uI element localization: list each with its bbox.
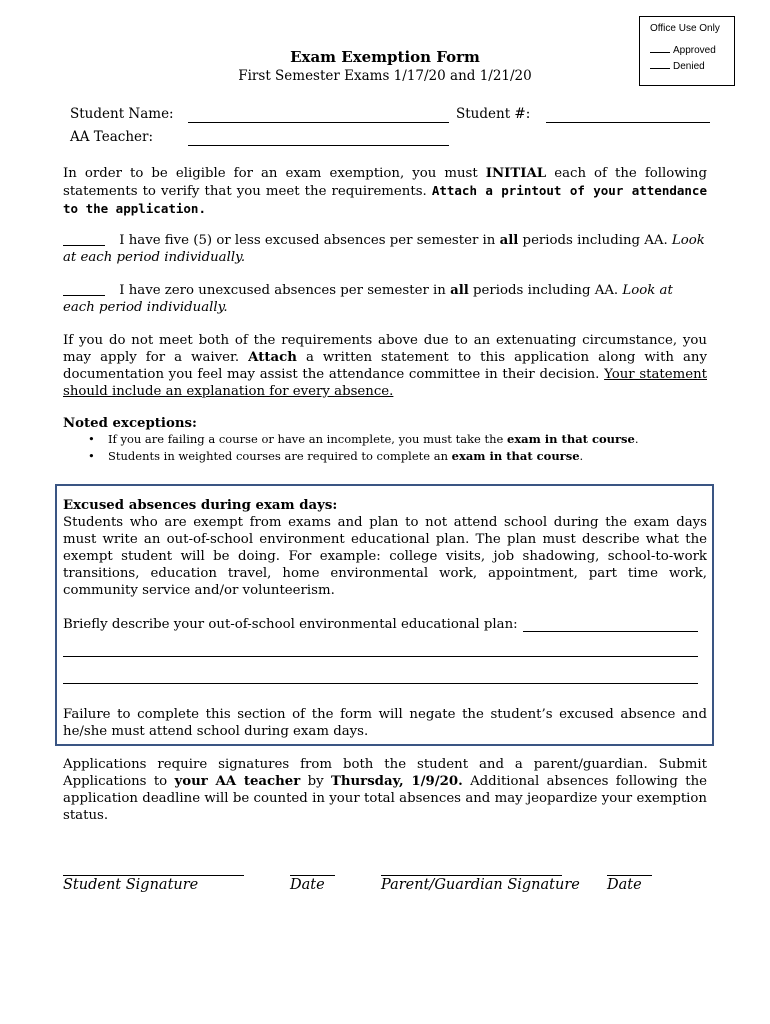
date-label-1: Date [290,877,325,893]
statement-2-text-2: periods including AA. [468,283,623,298]
exception-2-bold: exam in that course [451,449,580,463]
exception-2-end: . [579,449,584,463]
page-subtitle: First Semester Exams 1/17/20 and 1/21/20 [238,68,532,84]
excused-body: Students who are exempt from exams and plan to not attend school during the exam days must write an out-of-school environment educational plan. The plan must describe what the exempt student will be doing. For example: college visits, job shadowing, school-to-work transitions, education travel, home environmental work, appointment, part time work, community service and/or volunteerism. [63,515,707,598]
student-name-label: Student Name: [70,106,174,122]
date-label-2: Date [607,877,642,893]
plan-line-3[interactable] [63,683,698,684]
intro-bold-2: Attach a printout of your attendance to the application. [63,183,707,216]
submission-bold-2: Thursday, 1/9/20. [330,774,463,789]
date-line-1[interactable] [290,875,335,876]
submission-text-3: Additional absences following the application deadline will be counted in your total absences and may jeopardize your exemption status. [63,774,708,823]
waiver-text-2: a written statement to this application along with any documentation you feel may assist the attendance committee in their decision. [63,350,707,382]
exceptions-heading: Noted exceptions: [63,416,197,431]
statement-1-bold: all [499,233,519,248]
submission-paragraph [63,756,707,824]
intro-text-2: each of the following statements to verify that you meet the requirements. [63,166,707,199]
exception-1-end: . [634,432,639,446]
initial-blank-2[interactable] [63,295,105,296]
initial-blank-1[interactable] [63,245,105,246]
student-signature-line[interactable] [63,875,244,876]
waiver-underline: Your statement should include an explanation for every absence. [63,367,708,399]
plan-line-2[interactable] [63,656,698,657]
statement-2-italic: Look at each period individually. [63,283,673,315]
office-use-title: Office Use Only [650,23,720,34]
aa-teacher-field[interactable] [188,145,449,146]
statement-1-text: I have five (5) or less excused absences per semester in [115,233,500,248]
excused-warning: Failure to complete this section of the form will negate the student’s excused absence and he/she must attend school during exam days. [63,707,707,739]
student-name-field[interactable] [188,122,449,123]
exception-2-text: Students in weighted courses are required to complete an [108,449,452,463]
parent-signature-line[interactable] [381,875,562,876]
exceptions-list [90,431,710,465]
student-number-label: Student #: [456,106,531,122]
intro-text-1: In order to be eligible for an exam exemption, you must [63,166,486,181]
statement-2-text: I have zero unexcused absences per semester in [115,283,451,298]
statement-2 [63,282,707,316]
intro-bold-1: INITIAL [485,166,547,181]
exception-item [90,431,710,448]
waiver-bold: Attach [248,350,297,365]
plan-line-1[interactable] [523,631,698,632]
student-number-field[interactable] [546,122,710,123]
statement-2-bold: all [450,283,469,298]
parent-signature-label: Parent/Guardian Signature [381,877,580,893]
page-title: Exam Exemption Form [290,48,480,66]
submission-text-2: by [300,774,331,789]
waiver-paragraph [63,332,707,400]
statement-1-italic: Look at each period individually. [63,233,705,265]
excused-heading: Excused absences during exam days: [63,498,338,513]
plan-prompt: Briefly describe your out-of-school environmental educational plan: [63,617,518,632]
date-line-2[interactable] [607,875,652,876]
aa-teacher-label: AA Teacher: [70,129,154,145]
exception-1-text: If you are failing a course or have an incomplete, you must take the [108,432,507,446]
intro-paragraph [63,165,707,218]
submission-bold-1: your AA teacher [174,774,301,789]
denied-label: Denied [673,61,705,72]
statement-1 [63,232,707,266]
exception-1-bold: exam in that course [507,432,635,446]
submission-text-1: Applications require signatures from both the student and a parent/guardian. Submit Applications to [63,757,707,789]
student-signature-label: Student Signature [63,877,199,893]
exception-item [90,448,710,465]
approved-label: Approved [673,45,716,56]
statement-1-text-2: periods including AA. [518,233,672,248]
waiver-text-1: If you do not meet both of the requirements above due to an extenuating circumstance, you may apply for a waiver. [63,333,707,365]
